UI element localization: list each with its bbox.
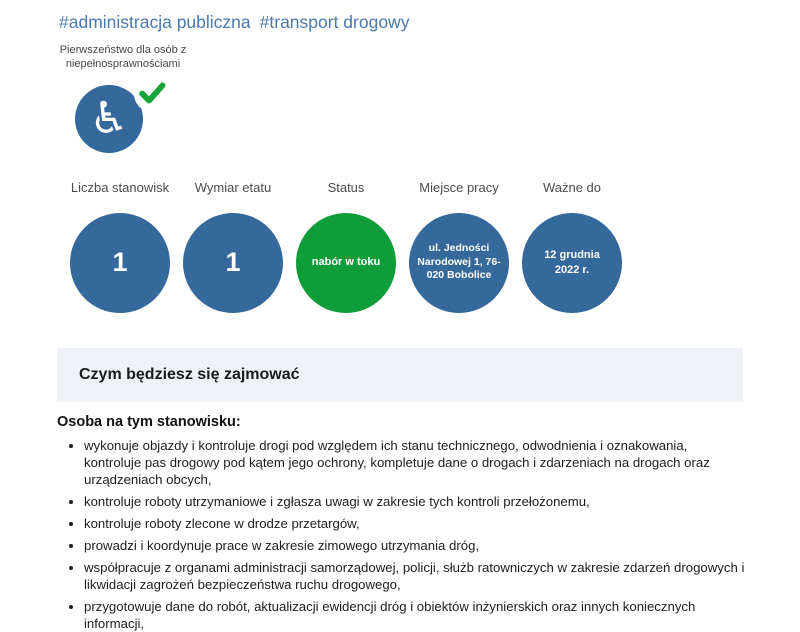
summary-label: Miejsce pracy bbox=[419, 179, 499, 195]
duty-item: • prowadzi i koordynuje prace w zakresie zimowego utrzymania dróg, bbox=[84, 537, 745, 554]
summary-value: 12 grudnia 2022 r. bbox=[544, 248, 600, 276]
duty-item: • przygotowuje dane do robót, aktualizacji ewidencji dróg i obiektów inżynierskich oraz innych koniecznych informacji, bbox=[84, 598, 745, 632]
hashtag-transport-drogowy[interactable]: #transport drogowy bbox=[259, 12, 410, 32]
summary-value: 1 bbox=[112, 247, 128, 277]
duty-item: • wykonuje objazdy i kontroluje drogi pod względem ich stanu technicznego, odwodnienia i oznakowania, kontroluje pas drogowy pod kątem jego ochrony, kompletuje dane o drogach i zdarzeniach na drogach oraz urządzeniach obcych, bbox=[84, 437, 745, 488]
summary-value: ul. Jedności Narodowej 1, 76-020 Bobolice bbox=[417, 241, 501, 282]
summary-circle-fte bbox=[183, 213, 283, 313]
duties-list bbox=[57, 437, 745, 632]
duty-item: • współpracuje z organami administracji samorządowej, policji, służb ratowniczych w zakresie zdarzeń drogowych i likwidacji zagrożeń bezpieczeństwa ruchu drogowego, bbox=[84, 559, 745, 593]
summary-circle-positions bbox=[70, 213, 170, 313]
status-badge: nabór w toku bbox=[311, 256, 381, 269]
summary-label: Status bbox=[327, 179, 365, 195]
summary-item-miejsce-pracy bbox=[409, 180, 509, 313]
summary-item-wazne-do bbox=[522, 180, 622, 313]
summary-label: Ważne do bbox=[542, 179, 602, 195]
check-icon bbox=[138, 79, 166, 107]
priority-note: Pierwszeństwo dla osób z niepełnosprawnościami bbox=[59, 44, 187, 70]
hashtag-administracja-publiczna[interactable]: #administracja publiczna bbox=[59, 12, 251, 32]
duties-section bbox=[57, 414, 745, 632]
summary-circle-deadline bbox=[522, 213, 622, 313]
summary-circle-row bbox=[70, 180, 745, 313]
duty-item: • kontroluje roboty utrzymaniowe i zgłasza uwagi w zakresie tych kontroli przełożonemu, bbox=[84, 493, 745, 510]
summary-item-status bbox=[296, 180, 396, 313]
wheelchair-glyph: ♿ bbox=[89, 92, 129, 144]
hashtag-row bbox=[59, 12, 745, 33]
section-header bbox=[57, 348, 743, 402]
summary-value: 1 bbox=[225, 247, 241, 277]
summary-item-liczba-stanowisk bbox=[70, 180, 170, 313]
section-title: Czym będziesz się zajmować bbox=[79, 365, 300, 383]
duties-heading: Osoba na tym stanowisku: bbox=[57, 413, 241, 430]
summary-circle-workplace bbox=[409, 213, 509, 313]
summary-circle-status bbox=[296, 213, 396, 313]
summary-item-wymiar-etatu bbox=[183, 180, 283, 313]
duty-item: • kontroluje roboty zlecone w drodze przetargów, bbox=[84, 515, 745, 532]
wheelchair-icon bbox=[75, 85, 143, 153]
summary-label: Liczba stanowisk bbox=[70, 179, 170, 195]
disability-priority-badge bbox=[75, 85, 143, 153]
summary-label: Wymiar etatu bbox=[194, 179, 272, 195]
job-posting-page bbox=[0, 12, 800, 632]
